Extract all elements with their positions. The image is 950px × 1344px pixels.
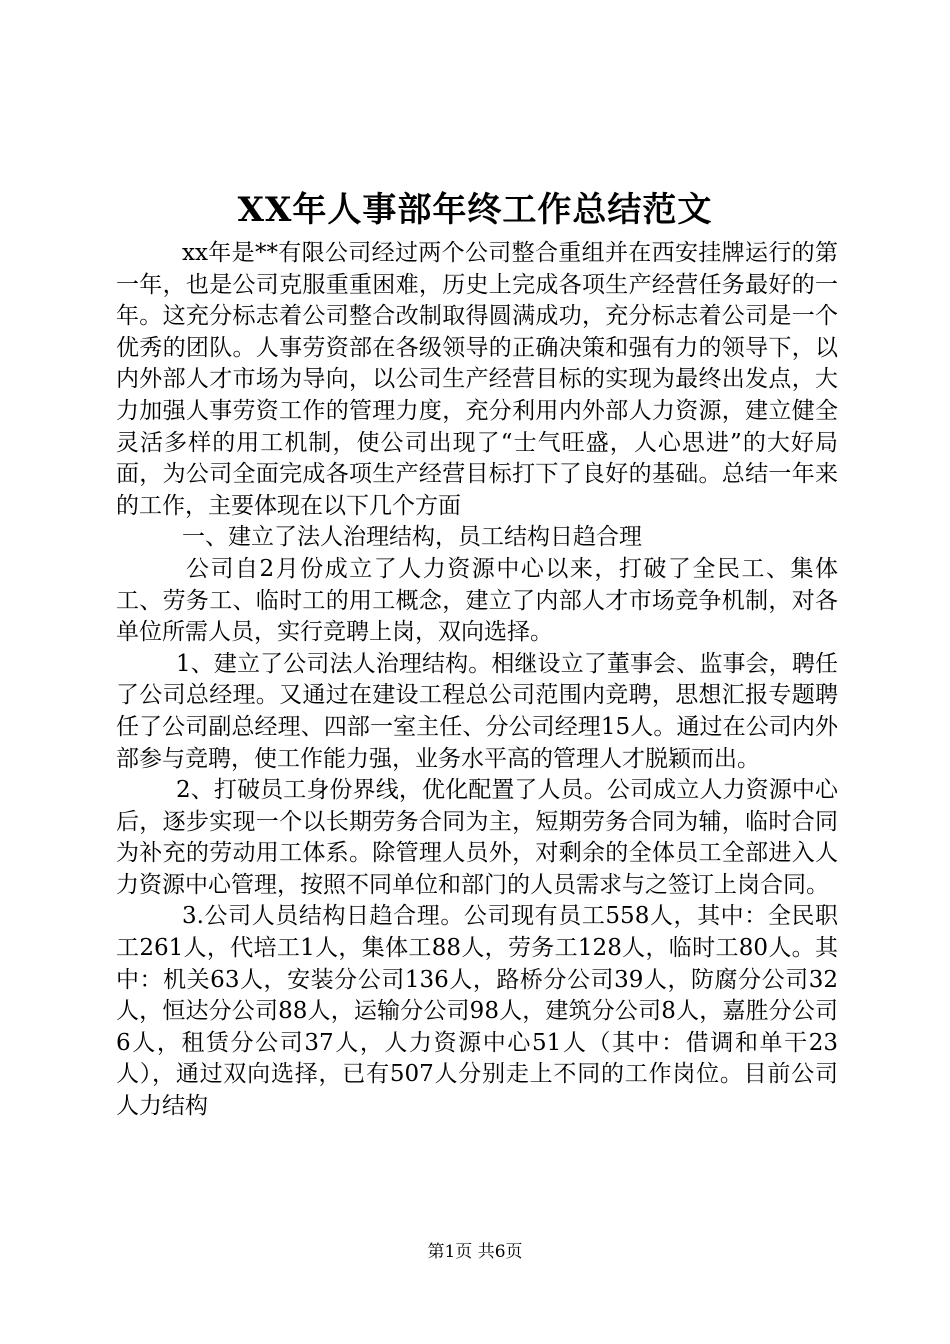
document-body [116,238,838,1123]
paragraph-item-1: 1、建立了公司法人治理结构。相继设立了董事会、监事会，聘任了公司总经理。又通过在建设工程总公司范围内竞聘，思想汇报专题聘任了公司副总经理、四部一室主任、分公司经理15人。通过在公司内外部参与竞聘，使工作能力强，业务水平高的管理人才脱颖而出。 [116,650,838,772]
paragraph-intro: xx年是**有限公司经过两个公司整合重组并在西安挂牌运行的第一年，也是公司克服重重困难，历史上完成各项生产经营任务最好的一年。这充分标志着公司整合改制取得圆满成功，充分标志着公司是一个优秀的团队。人事劳资部在各级领导的正确决策和强有力的领导下，以内外部人才市场为导向，以公司生产经营目标的实现为最终出发点，大力加强人事劳资工作的管理力度，充分利用内外部人力资源，建立健全灵活多样的用工机制，使公司出现了“士气旺盛，人心思进”的大好局面，为公司全面完成各项生产经营目标打下了良好的基础。总结一年来的工作，主要体现在以下几个方面 [116,240,838,519]
section-heading-1: 一、建立了法人治理结构，员工结构日趋合理 [182,524,642,551]
paragraph-item-3: 3.公司人员结构日趋合理。公司现有员工558人，其中：全民职工261人，代培工1人，集体工88人，劳务工128人，临时工80人。其中：机关63人，安装分公司136人，路桥分公司39人，防腐分公司32人，恒达分公司88人，运输分公司98人，建筑分公司8人，嘉胜分公司6人，租赁分公司37人，人力资源中心51人（其中：借调和单干23人），通过双向选择，已有507人分别走上不同的工作岗位。目前公司人力结构 [116,903,838,1120]
page-number-footer: 第1页 共6页 [427,1242,523,1262]
document-title: XX年人事部年终工作总结范文 [237,190,713,230]
paragraph-item-2: 2、打破员工身份界线，优化配置了人员。公司成立人力资源中心后，逐步实现一个以长期劳务合同为主，短期劳务合同为辅，临时合同为补充的劳动用工体系。除管理人员外，对剩余的全体员工全部进入人力资源中心管理，按照不同单位和部门的人员需求与之签订上岗合同。 [116,777,838,898]
paragraph-hr-center: 公司自2月份成立了人力资源中心以来，打破了全民工、集体工、劳务工、临时工的用工概念，建立了内部人才市场竞争机制，对各单位所需人员，实行竞聘上岗，双向选择。 [116,555,838,646]
